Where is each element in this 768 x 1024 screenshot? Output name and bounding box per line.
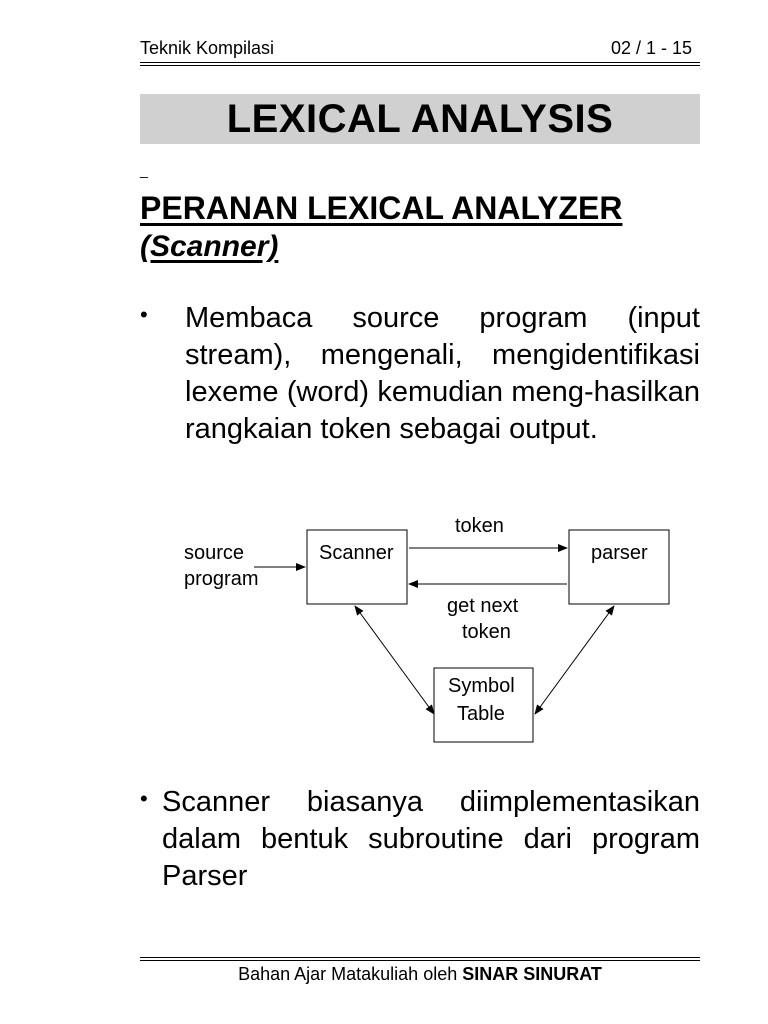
bullet-text-2: Scanner biasanya diimplementasikan dalam bentuk subroutine dari program Parser	[162, 786, 700, 892]
page-header	[140, 36, 700, 60]
bullet-icon: •	[140, 302, 148, 327]
footer-rule-bottom	[140, 960, 700, 961]
footer-author: SINAR SINURAT	[462, 964, 602, 984]
bullet-text-1: Membaca source program (input stream), mengenali, mengidentifikasi lexeme (word) kemudian meng-hasilkan rangkaian token sebagai output.	[185, 302, 700, 445]
parser-symbol-arrow	[535, 606, 614, 714]
footer-prefix: Bahan Ajar Matakuliah oleh	[238, 964, 463, 984]
page-footer	[140, 964, 700, 985]
input-label-source: source	[184, 542, 245, 564]
header-rule-top	[140, 62, 700, 63]
scanner-symbol-arrow	[355, 606, 434, 714]
token-label: token	[455, 515, 504, 537]
get-next-token-label: token	[462, 621, 511, 643]
bullet-icon: •	[140, 786, 148, 811]
section-heading: PERANAN LEXICAL ANALYZER	[140, 190, 623, 226]
stray-mark: _	[140, 162, 148, 178]
parser-label: parser	[591, 542, 648, 564]
header-rule-bottom	[140, 65, 700, 66]
scanner-label: Scanner	[319, 542, 394, 564]
table-label: Table	[457, 703, 505, 725]
title-banner	[140, 94, 700, 144]
page-number: 02 / 1 - 15	[610, 38, 692, 58]
get-next-label: get next	[447, 595, 519, 617]
footer-rule-top	[140, 957, 700, 958]
parser-box	[569, 530, 669, 604]
course-name: Teknik Kompilasi	[140, 38, 275, 58]
section-subheading: (Scanner)	[140, 230, 279, 263]
page-title: LEXICAL ANALYSIS	[226, 96, 614, 141]
scanner-box	[307, 530, 407, 604]
symbol-table-box	[434, 668, 533, 742]
input-label-program: program	[184, 568, 259, 590]
symbol-label: Symbol	[448, 675, 515, 697]
